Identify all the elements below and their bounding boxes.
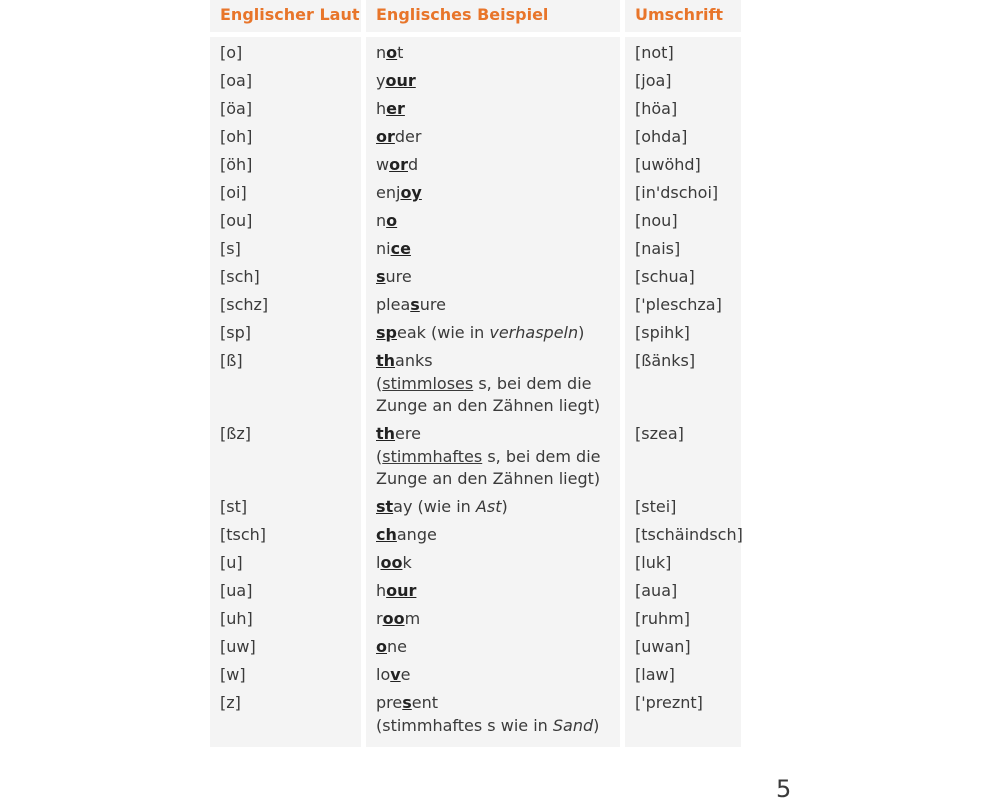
cell-beispiel: one: [376, 637, 407, 656]
cell-beispiel: your: [376, 71, 416, 90]
cell-beispiel: there (stimmhaftes s, bei dem die Zunge an den Zähnen liegt): [376, 424, 601, 488]
cell-laut: [oi]: [220, 183, 247, 202]
cell-umschrift: [spihk]: [635, 323, 690, 342]
cell-umschrift: [tschäindsch]: [635, 525, 743, 544]
cell-laut: [öa]: [220, 99, 253, 118]
cell-umschrift: [stei]: [635, 497, 677, 516]
cell-laut: [z]: [220, 693, 241, 712]
cell-beispiel: pleasure: [376, 295, 446, 314]
header-umschrift: Umschrift: [625, 0, 741, 32]
cell-beispiel: look: [376, 553, 412, 572]
header-beispiel: Englisches Beispiel: [366, 0, 620, 32]
cell-beispiel: order: [376, 127, 422, 146]
cell-umschrift: [uwöhd]: [635, 155, 701, 174]
cell-laut: [uw]: [220, 637, 256, 656]
pronunciation-table: [210, 0, 741, 747]
cell-umschrift: [schua]: [635, 267, 695, 286]
cell-beispiel: word: [376, 155, 419, 174]
cell-beispiel: stay (wie in Ast): [376, 497, 508, 516]
cell-beispiel: love: [376, 665, 411, 684]
cell-beispiel: her: [376, 99, 405, 118]
cell-laut: [ua]: [220, 581, 253, 600]
cell-umschrift: [uwan]: [635, 637, 691, 656]
column-umschrift: [625, 37, 741, 747]
cell-umschrift: [nais]: [635, 239, 681, 258]
cell-umschrift: [ohda]: [635, 127, 688, 146]
cell-laut: [ßz]: [220, 424, 251, 443]
cell-laut: [schz]: [220, 295, 269, 314]
table-header: [210, 0, 741, 32]
cell-laut: [s]: [220, 239, 241, 258]
cell-beispiel: thanks (stimmloses s, bei dem die Zunge an den Zähnen liegt): [376, 351, 601, 415]
cell-laut: [ou]: [220, 211, 253, 230]
cell-laut: [oa]: [220, 71, 253, 90]
cell-beispiel: room: [376, 609, 421, 628]
cell-laut: [sp]: [220, 323, 251, 342]
cell-laut: [st]: [220, 497, 248, 516]
cell-umschrift: [joa]: [635, 71, 672, 90]
table-body: [210, 37, 741, 747]
cell-beispiel: sure: [376, 267, 412, 286]
cell-laut: [oh]: [220, 127, 253, 146]
cell-umschrift: ['preznt]: [635, 693, 703, 712]
cell-umschrift: [nou]: [635, 211, 678, 230]
cell-umschrift: [luk]: [635, 553, 672, 572]
cell-beispiel: enjoy: [376, 183, 422, 202]
cell-laut: [w]: [220, 665, 246, 684]
cell-laut: [o]: [220, 43, 243, 62]
cell-beispiel: hour: [376, 581, 417, 600]
cell-umschrift: [aua]: [635, 581, 678, 600]
column-beispiel: [366, 37, 620, 747]
cell-umschrift: [höa]: [635, 99, 678, 118]
cell-laut: [uh]: [220, 609, 253, 628]
cell-laut: [öh]: [220, 155, 253, 174]
header-laut: Englischer Laut: [210, 0, 361, 32]
cell-laut: [ß]: [220, 351, 243, 370]
cell-laut: [u]: [220, 553, 243, 572]
cell-beispiel: no: [376, 211, 398, 230]
cell-beispiel: nice: [376, 239, 411, 258]
cell-umschrift: [law]: [635, 665, 675, 684]
column-laut: [210, 37, 361, 747]
cell-umschrift: [in'dschoi]: [635, 183, 719, 202]
page-number: 5: [776, 775, 792, 803]
cell-umschrift: ['pleschza]: [635, 295, 722, 314]
cell-beispiel: present (stimmhaftes s wie in Sand): [376, 693, 600, 735]
cell-laut: [tsch]: [220, 525, 267, 544]
cell-umschrift: [szea]: [635, 424, 684, 443]
cell-beispiel: not: [376, 43, 404, 62]
cell-umschrift: [not]: [635, 43, 674, 62]
cell-beispiel: speak (wie in verhaspeln): [376, 323, 585, 342]
cell-umschrift: [ßänks]: [635, 351, 696, 370]
cell-umschrift: [ruhm]: [635, 609, 690, 628]
cell-laut: [sch]: [220, 267, 260, 286]
cell-beispiel: change: [376, 525, 437, 544]
